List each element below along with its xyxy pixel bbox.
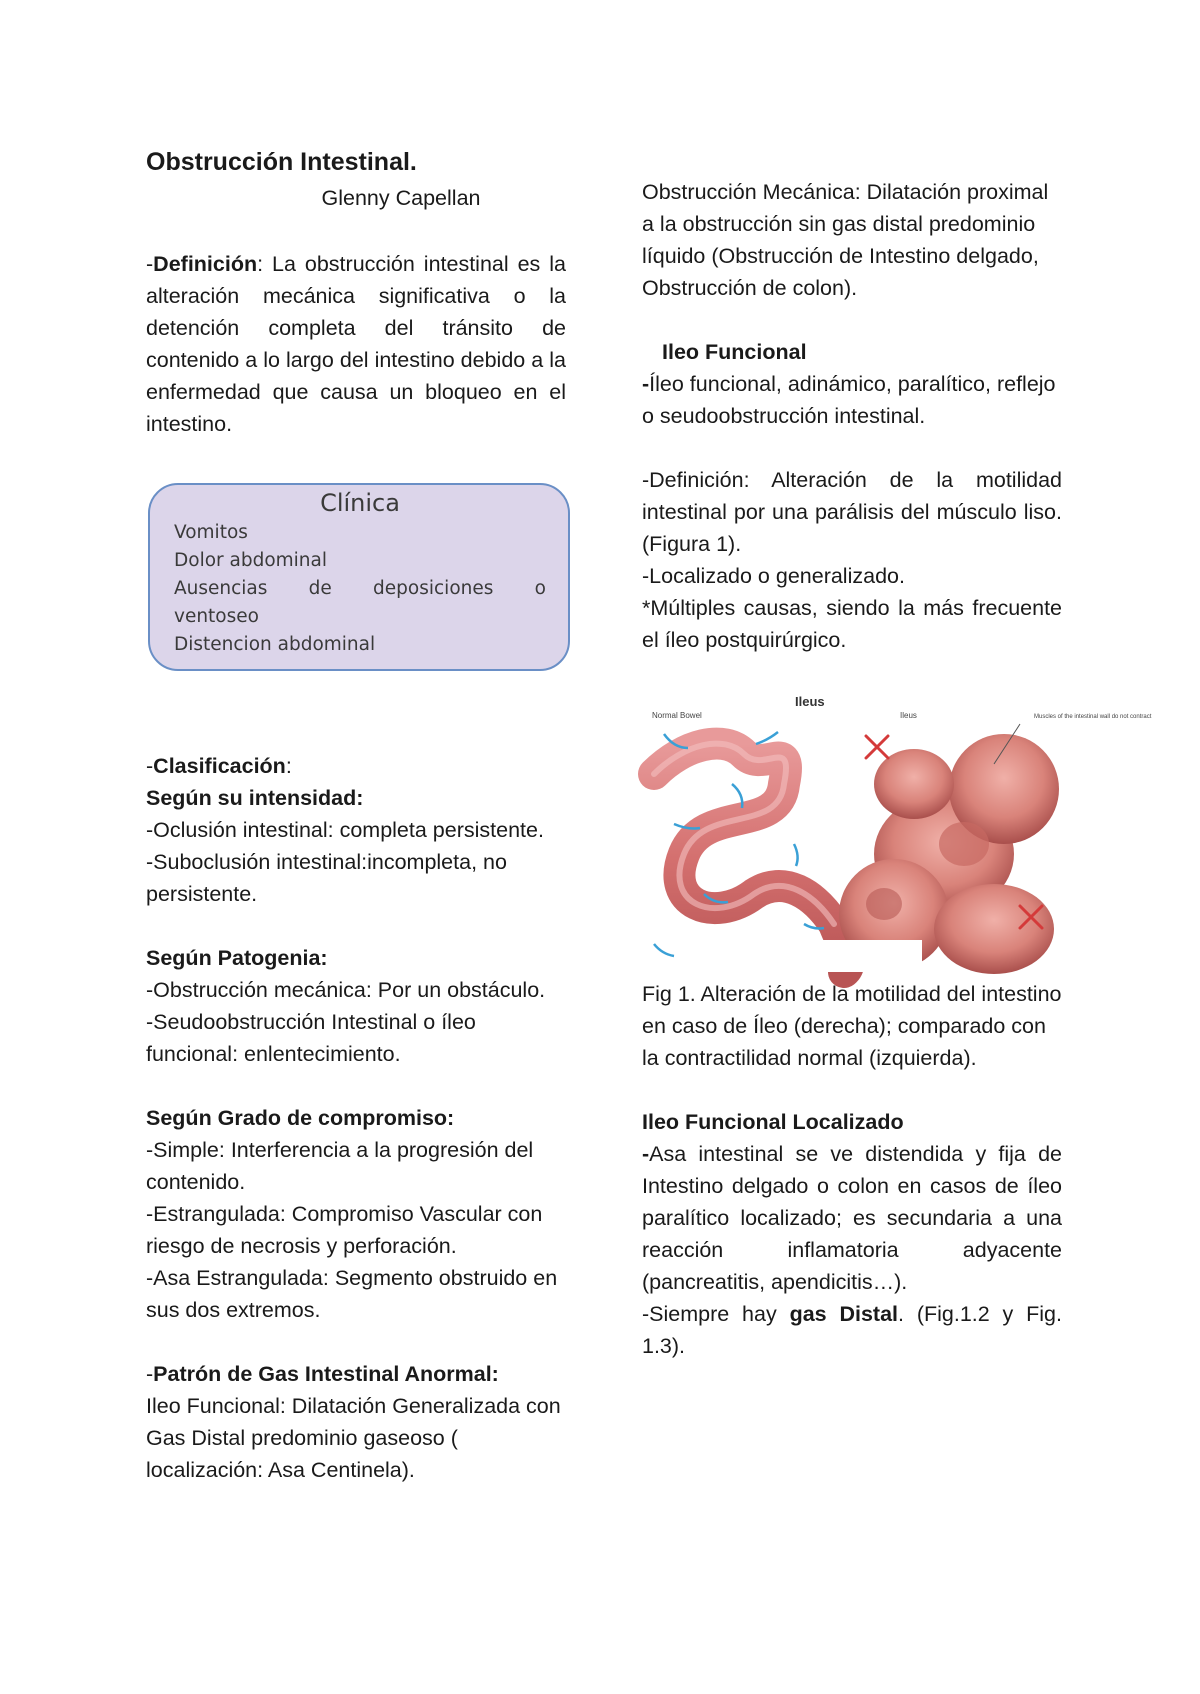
right-column-lower — [642, 978, 1062, 1362]
localizado-prefix: - — [642, 1142, 650, 1166]
patogenia-line: -Seudoobstrucción Intestinal o íleo funcional: enlentecimiento. — [146, 1010, 476, 1066]
intensidad-heading: Según su intensidad: — [146, 786, 364, 810]
clinica-word: Ausencias — [174, 578, 268, 599]
grado-heading: Según Grado de compromiso: — [146, 1106, 455, 1130]
figure-caption: Fig 1. Alteración de la motilidad del intestino en caso de Íleo (derecha); comparado con la contractilidad normal (izquierda). — [642, 982, 1062, 1070]
right-column — [642, 176, 1062, 656]
clinica-word: o — [534, 578, 546, 599]
definicion-label: Definición — [153, 252, 258, 276]
clasificacion-suffix: : — [285, 754, 292, 778]
patron-heading — [146, 1358, 566, 1390]
intensidad-line: -Suboclusión intestinal:incompleta, no persistente. — [146, 850, 507, 906]
localizado-text: Asa intestinal se ve distendida y fija de Intestino delgado o colon en casos de íleo paralítico localizado; es secundaria a una reacción inflamatoria adyacente (pancreatitis, apendicitis…). — [642, 1142, 1062, 1294]
figure-left-label: Normal Bowel — [652, 711, 702, 720]
grado-line: -Asa Estrangulada: Segmento obstruido en sus dos extremos. — [146, 1266, 558, 1322]
ileo-prefix: - — [642, 372, 650, 396]
document-title: Obstrucción Intestinal. — [146, 148, 417, 176]
patogenia-heading: Según Patogenia: — [146, 946, 328, 970]
figure-title: Ileus — [795, 694, 825, 709]
label-mask — [736, 940, 922, 972]
ileo-localizado: -Localizado o generalizado. — [642, 564, 905, 588]
grado-line: -Estrangulada: Compromiso Vascular con riesgo de necrosis y perforación. — [146, 1202, 543, 1258]
siempre-pre: -Siempre hay — [642, 1302, 790, 1326]
ileo-heading: Ileo Funcional — [662, 340, 807, 364]
clinica-box — [148, 483, 570, 671]
left-column — [146, 144, 566, 1486]
ileus-bowel-graphic — [839, 734, 1059, 974]
ileo-causas: *Múltiples causas, siendo la más frecuente el íleo postquirúrgico. — [642, 596, 1062, 652]
clinica-word: de — [308, 578, 332, 599]
clasificacion-label: Clasificación — [153, 754, 286, 778]
clinica-item: Dolor abdominal — [174, 550, 328, 571]
patogenia-line: -Obstrucción mecánica: Por un obstáculo. — [146, 978, 546, 1002]
clinica-word: deposiciones — [373, 578, 494, 599]
intensidad-line: -Oclusión intestinal: completa persistente. — [146, 818, 544, 842]
normal-bowel-graphic — [654, 744, 848, 972]
clinica-item — [174, 575, 546, 603]
clasificacion-prefix: - — [146, 754, 154, 778]
definicion-prefix: - — [146, 252, 154, 276]
figure-note: Muscles of the intestinal wall do not contract — [1034, 714, 1152, 720]
ileo-text: Íleo funcional, adinámico, paralítico, reflejo o seudoobstrucción intestinal. — [642, 372, 1056, 428]
ileus-figure — [644, 694, 1152, 972]
siempre-paragraph — [642, 1298, 1062, 1362]
mecanica-paragraph: Obstrucción Mecánica: Dilatación proximal a la obstrucción sin gas distal predominio líquido (Obstrucción de Intestino delgado, Obstrucción de colon). — [642, 180, 1049, 300]
author-name: Glenny Capellan — [321, 186, 481, 210]
clinica-item: ventoseo — [174, 606, 259, 627]
patron-label: Patrón de Gas Intestinal Anormal: — [153, 1362, 499, 1386]
definicion-text: : La obstrucción intestinal es la alteración mecánica significativa o la detención completa del tránsito de contenido a lo largo del intestino debido a la enfermedad que causa un bloqueo en el intestino. — [146, 252, 566, 436]
figure-right-label: Ileus — [900, 711, 917, 720]
localizado-paragraph — [642, 1138, 1062, 1298]
clasificacion-heading — [146, 750, 566, 782]
ileus-illustration — [644, 694, 1152, 972]
clinica-item: Vomitos — [174, 522, 248, 543]
clinica-item: Distencion abdominal — [174, 634, 376, 655]
localizado-heading: Ileo Funcional Localizado — [642, 1110, 904, 1134]
grado-line: -Simple: Interferencia a la progresión del contenido. — [146, 1138, 534, 1194]
siempre-post: . (Fig.1.2 y Fig. 1.3). — [642, 1302, 1062, 1358]
ileo-line — [642, 368, 1062, 432]
patron-text: Ileo Funcional: Dilatación Generalizada con Gas Distal predominio gaseoso ( localización: Asa Centinela). — [146, 1394, 561, 1482]
siempre-bold: gas Distal — [789, 1302, 899, 1326]
definicion-paragraph — [146, 248, 566, 440]
patron-prefix: - — [146, 1362, 154, 1386]
clinica-title: Clínica — [320, 489, 400, 517]
ileo-definicion: -Definición: Alteración de la motilidad intestinal por una parálisis del músculo liso.(Figura 1). — [642, 468, 1062, 556]
